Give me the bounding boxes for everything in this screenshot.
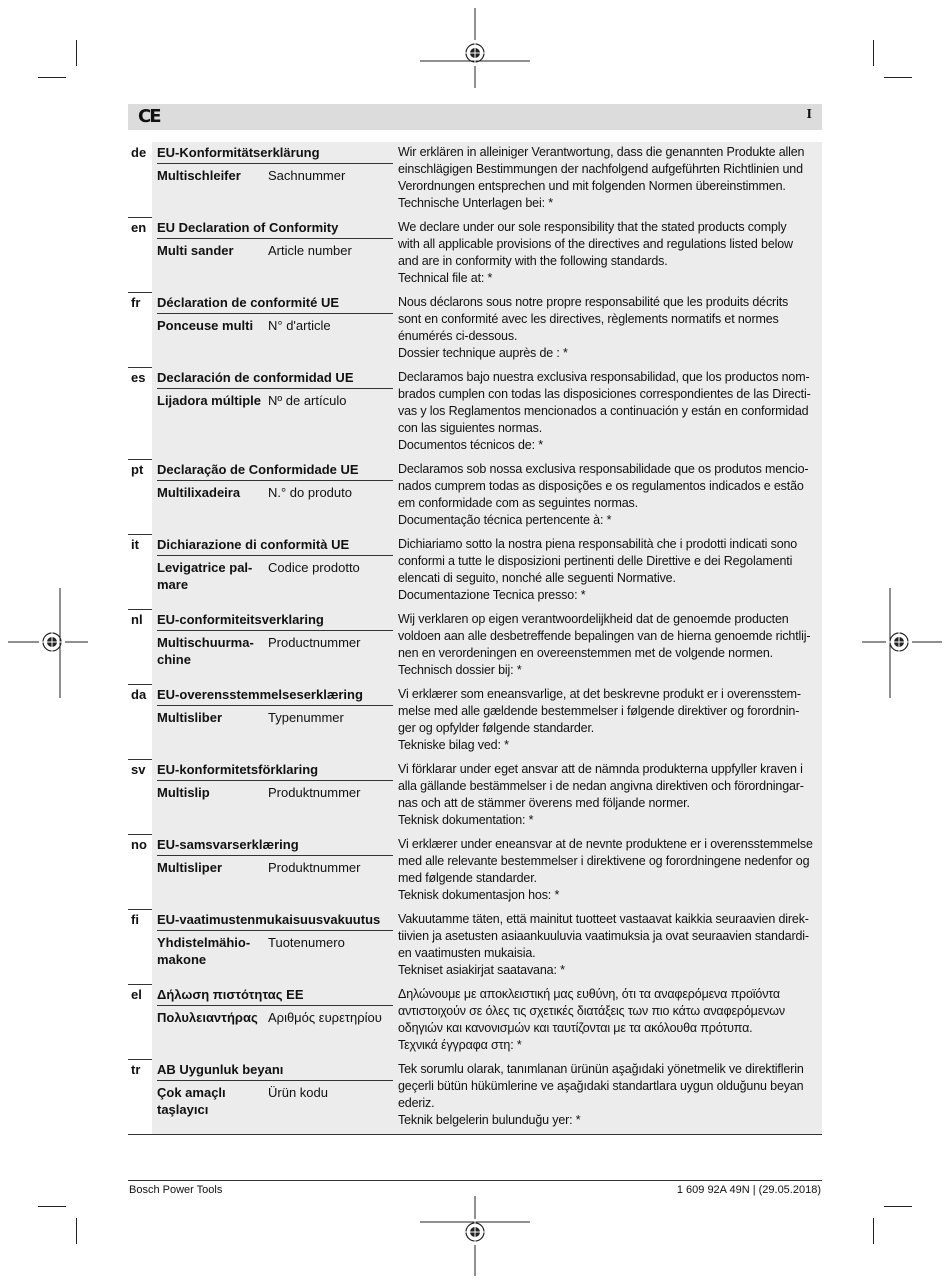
product-name: Levigatrice pal- mare (157, 560, 253, 592)
declaration-text-line: Vi erklærer som eneansvarlige, at det beskrevne produkt er i overensstem- (398, 687, 801, 701)
declaration-text-line: Verordnungen entsprechen und mit folgenden Normen übereinstimmen. (398, 179, 786, 193)
crop-mark (38, 1206, 66, 1207)
product-name: Multischleifer (157, 168, 241, 183)
crop-mark (884, 77, 912, 78)
declaration-text-line: geçerli bütün hükümlerine ve aşağıdaki standartlara uygun olduğunu beyan (398, 1079, 804, 1093)
declaration-title: Déclaration de conformité UE (157, 294, 393, 314)
declaration-title: EU-konformitetsförklaring (157, 761, 393, 781)
language-code: fr (131, 295, 141, 310)
declaration-text-line: nados cumprem todas as disposições e os regulamentos indicados e estão (398, 479, 804, 493)
product-name: Multilixadeira (157, 485, 241, 500)
language-code: de (131, 145, 147, 160)
declaration-title: EU-conformiteitsverklaring (157, 611, 393, 631)
footer-doc-number: 1 609 92A 49N | (29.05.2018) (676, 1184, 821, 1196)
declaration-text (398, 611, 820, 679)
declaration-text-line: énumérés ci-dessous. (398, 329, 518, 343)
declaration-text-line: Wij verklaren op eigen verantwoordelijkheid dat de genoemde producten (398, 612, 789, 626)
declaration-row-no (128, 834, 822, 910)
declaration-row-nl (128, 609, 822, 685)
declaration-text-line: Vi erklærer under eneansvar at de nevnte produktene er i overensstemmelse (398, 837, 813, 851)
declaration-text-line: Wir erklären in alleiniger Verantwortung, dass die genannten Produkte allen (398, 145, 805, 159)
product-name: Yhdistelmähio- makone (157, 935, 251, 967)
declaration-text (398, 686, 820, 754)
declaration-text-line: Tekniske bilag ved: * (398, 738, 509, 752)
declaration-text-line: melse med alle gældende bestemmelser i følgende direktiver og forordnin- (398, 704, 800, 718)
declaration-title: AB Uygunluk beyanı (157, 1061, 393, 1081)
language-code: el (131, 987, 142, 1002)
declaration-text-line: Declaramos bajo nuestra exclusiva responsabilidad, que los productos nom- (398, 370, 810, 384)
language-code: it (131, 537, 139, 552)
declaration-row-da (128, 684, 822, 760)
declaration-text (398, 294, 820, 362)
declaration-text (398, 911, 820, 979)
declaration-text-line: Dossier technique auprès de : * (398, 346, 568, 360)
declaration-row-en (128, 217, 822, 293)
declaration-text-line: Technische Unterlagen bei: * (398, 196, 553, 210)
declaration-text-line: Documentazione Tecnica presso: * (398, 588, 586, 602)
declaration-text-line: Tekniset asiakirjat saatavana: * (398, 963, 565, 977)
article-number-label: Sachnummer (268, 168, 346, 183)
declaration-text-line: Τεχνικά έγγραφα στη: * (398, 1038, 522, 1052)
registration-mark-icon (420, 1196, 530, 1276)
crop-mark (884, 1206, 912, 1207)
declaration-text (398, 219, 820, 287)
language-code: da (131, 687, 147, 702)
language-code: en (131, 220, 147, 235)
declaration-text-line: with all applicable provisions of the directives and regulations listed below (398, 237, 793, 251)
declaration-text-line: Nous déclarons sous notre propre responsabilité que les produits décrits (398, 295, 789, 309)
declaration-row-fr (128, 292, 822, 368)
declaration-row-el (128, 984, 822, 1060)
declaration-text (398, 761, 820, 829)
declaration-text-line: We declare under our sole responsibility that the stated products comply (398, 220, 787, 234)
product-name: Multislip (157, 785, 210, 800)
declaration-text-line: Declaramos sob nossa exclusiva responsabilidade que os produtos mencio- (398, 462, 809, 476)
declaration-text-line: voldoen aan alle desbetreffende bepalingen van de hierna genoemde richtlij- (398, 629, 811, 643)
declaration-title: EU-overensstemmelseserklæring (157, 686, 393, 706)
declaration-title: EU Declaration of Conformity (157, 219, 393, 239)
declaration-text-line: con las siguientes normas. (398, 421, 543, 435)
article-number-label: Nº de artículo (268, 393, 347, 408)
article-number-label: Αριθμός ευρετηρίου (268, 1010, 382, 1025)
footer-divider (128, 1180, 822, 1181)
declaration-text-line: αντιστοιχούν σε όλες τις σχετικές διατάξεις των πιο κάτω αναφερόμενων (398, 1004, 785, 1018)
declaration-title: Declaração de Conformidade UE (157, 461, 393, 481)
declaration-row-it (128, 534, 822, 610)
article-number-label: Article number (268, 243, 352, 258)
article-number-label: Typenummer (268, 710, 344, 725)
declaration-text-line: tiivien ja asetusten asiaankuuluvia vaatimuksia ja ovat seuraavien standardi- (398, 929, 809, 943)
declaration-text-line: and are in conformity with the following standards. (398, 254, 668, 268)
article-number-label: Productnummer (268, 635, 361, 650)
crop-mark (76, 40, 77, 66)
declaration-title: EU-Konformitätserklärung (157, 144, 393, 164)
declaration-title: EU-samsvarserklæring (157, 836, 393, 856)
declaration-text-line: vas y los Reglamentos mencionados a continuación y están en conformidad (398, 404, 809, 418)
crop-mark (38, 77, 66, 78)
declaration-text-line: einschlägigen Bestimmungen der nachfolgend aufgeführten Richtlinien und (398, 162, 803, 176)
declaration-text-line: Teknisk dokumentasjon hos: * (398, 888, 560, 902)
product-name: Multisliber (157, 710, 223, 725)
crop-mark (873, 1218, 874, 1244)
language-code: pt (131, 462, 144, 477)
language-code: tr (131, 1062, 141, 1077)
declaration-title: Dichiarazione di conformità UE (157, 536, 393, 556)
page-number: I (806, 107, 812, 122)
declaration-text-line: sont en conformité avec les directives, règlements normatifs et normes (398, 312, 779, 326)
declaration-text-line: med følgende standarder. (398, 871, 537, 885)
product-name: Multischuurma- chine (157, 635, 254, 667)
declaration-text (398, 461, 820, 529)
language-code: es (131, 370, 146, 385)
declaration-text-line: alla gällande bestämmelser i de nedan angivna direktiven och förordningar- (398, 779, 804, 793)
declaration-text-line: Documentos técnicos de: * (398, 438, 543, 452)
article-number-label: N° d'article (268, 318, 331, 333)
declaration-text-line: elencati di seguito, nonché alle seguenti Normative. (398, 571, 676, 585)
declaration-text (398, 1061, 820, 1129)
registration-mark-icon (8, 588, 88, 698)
declaration-row-fi (128, 909, 822, 985)
declaration-text-line: Teknik belgelerin bulunduğu yer: * (398, 1113, 581, 1127)
page-header (128, 104, 822, 130)
product-name: Çok amaçlı taşlayıcı (157, 1085, 226, 1117)
declaration-text-line: Documentação técnica pertencente à: * (398, 513, 612, 527)
product-name: Lijadora múltiple (157, 393, 262, 408)
declaration-title: Δήλωση πιστότητας ΕΕ (157, 986, 393, 1006)
declaration-text-line: Technical file at: * (398, 271, 493, 285)
language-code: nl (131, 612, 143, 627)
declaration-text (398, 986, 820, 1054)
product-name: Πολυλειαντήρας (157, 1010, 258, 1025)
declaration-title: Declaración de conformidad UE (157, 369, 393, 389)
declaration-text-line: Technisch dossier bij: * (398, 663, 522, 677)
declaration-title: EU-vaatimustenmukaisuusvakuutus (157, 911, 393, 931)
declaration-text-line: Δηλώνουμε με αποκλειστική μας ευθύνη, ότι τα αναφερόμενα προϊόντα (398, 987, 780, 1001)
declaration-text (398, 536, 820, 604)
ce-mark-icon: CE (138, 106, 160, 127)
registration-mark-icon (420, 8, 530, 88)
declaration-text-line: Tek sorumlu olarak, tanımlanan ürünün aşağıdaki yönetmelik ve direktiflerin (398, 1062, 804, 1076)
language-code: fi (131, 912, 139, 927)
declaration-text-line: Vi förklarar under eget ansvar att de nämnda produkterna uppfyller kraven i (398, 762, 803, 776)
declaration-text-line: ederiz. (398, 1096, 435, 1110)
declaration-text (398, 836, 820, 904)
language-code: sv (131, 762, 146, 777)
article-number-label: Codice prodotto (268, 560, 360, 575)
declaration-row-de (128, 142, 822, 218)
article-number-label: Produktnummer (268, 785, 361, 800)
article-number-label: Produktnummer (268, 860, 361, 875)
article-number-label: Tuotenumero (268, 935, 345, 950)
declaration-text-line: nen en verordeningen en overeenstemmen met de volgende normen. (398, 646, 773, 660)
article-number-label: Ürün kodu (268, 1085, 328, 1100)
product-name: Ponceuse multi (157, 318, 254, 333)
declaration-row-pt (128, 459, 822, 535)
declaration-row-es (128, 367, 822, 460)
declaration-row-sv (128, 759, 822, 835)
declaration-text-line: nas och att de stämmer överens med följande normer. (398, 796, 690, 810)
product-name: Multi sander (157, 243, 234, 258)
crop-mark (873, 40, 874, 66)
registration-mark-icon (862, 588, 942, 698)
product-name: Multisliper (157, 860, 223, 875)
declaration-text-line: οδηγιών και κανονισμών και ταυτίζονται με τα ακόλουθα πρότυπα. (398, 1021, 753, 1035)
article-number-label: N.° do produto (268, 485, 352, 500)
language-code: no (131, 837, 147, 852)
declaration-text-line: Teknisk dokumentation: * (398, 813, 534, 827)
crop-mark (76, 1218, 77, 1244)
declaration-text-line: Dichiariamo sotto la nostra piena responsabilità che i prodotti indicati sono (398, 537, 798, 551)
declaration-text (398, 144, 820, 212)
declaration-row-tr (128, 1059, 822, 1135)
declaration-text-line: ger og opfylder følgende standarder. (398, 721, 595, 735)
declaration-text-line: en vaatimusten mukaisia. (398, 946, 536, 960)
declaration-text-line: brados cumplen con todas las disposiciones correspondientes de las Directi- (398, 387, 811, 401)
declaration-text (398, 369, 820, 454)
declaration-text-line: em conformidade com as seguintes normas. (398, 496, 638, 510)
footer-brand: Bosch Power Tools (129, 1184, 223, 1196)
declaration-text-line: med alle relevante bestemmelser i direktivene og forordningene nedenfor og (398, 854, 810, 868)
declaration-text-line: Vakuutamme täten, että mainitut tuotteet vastaavat kaikkia seuraavien direk- (398, 912, 809, 926)
declaration-text-line: conformi a tutte le disposizioni pertinenti delle Direttive e dei Regolamenti (398, 554, 793, 568)
